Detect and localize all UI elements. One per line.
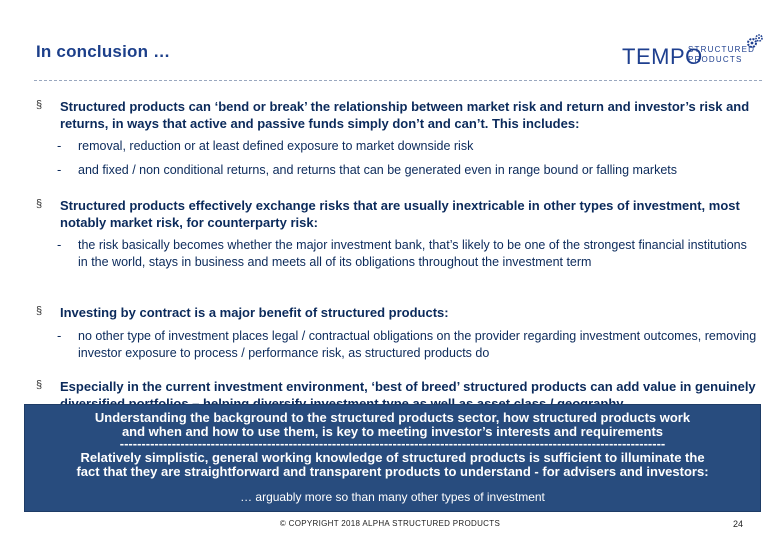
logo-subtitle-line-2: PRODUCTS bbox=[688, 55, 743, 64]
bullet-icon: § bbox=[36, 198, 43, 210]
banner-tail: … arguably more so than many other types of investment bbox=[240, 490, 545, 504]
header-divider bbox=[34, 80, 762, 81]
banner-line-1: Understanding the background to the structured products sector, how structured products work bbox=[94, 410, 691, 425]
dash-icon: - bbox=[57, 162, 62, 177]
banner-divider: ------------------------------------------------------------------------------------------------------------------------------ bbox=[119, 436, 666, 451]
point-4: Especially in the current investment environment, ‘best of breed’ structured products can add value in genuinely bbox=[60, 379, 756, 394]
point-1-sub-1: removal, reduction or at least defined exposure to market downside risk bbox=[78, 139, 474, 153]
point-2-sub-1: the risk basically becomes whether the major investment bank, that’s likely to be one of the strongest financial institutions in the world, stays in business and meets all of its obligations throughout the investment term bbox=[78, 238, 747, 269]
logo-subtitle-line-1: STRUCTURED bbox=[688, 45, 756, 54]
bullet-icon: § bbox=[36, 305, 43, 317]
dash-icon: - bbox=[57, 328, 62, 343]
point-3: Investing by contract is a major benefit of structured products: bbox=[60, 305, 449, 320]
page-title: In conclusion … bbox=[36, 42, 171, 61]
dash-icon: - bbox=[57, 138, 62, 153]
conclusion-banner bbox=[24, 404, 761, 512]
bullet-icon: § bbox=[36, 99, 43, 111]
gears-icon bbox=[745, 32, 765, 52]
bullet-icon: § bbox=[36, 379, 43, 391]
banner-line-3: Relatively simplistic, general working knowledge of structured products is sufficient to illuminate the bbox=[80, 450, 705, 465]
tempo-logo bbox=[622, 36, 764, 70]
logo-wordmark: TEMPO bbox=[622, 44, 703, 69]
point-1: Structured products can ‘bend or break’ the relationship between market risk and return and investor’s risk and returns, in ways that active and passive funds simply don’t and can’t. This includes: bbox=[60, 99, 750, 131]
dash-icon: - bbox=[57, 237, 62, 252]
page-number: 24 bbox=[733, 519, 744, 529]
banner-line-2: and when and how to use them, is key to meeting investor’s interests and requirements bbox=[121, 424, 664, 439]
copyright-footer: © COPYRIGHT 2018 ALPHA STRUCTURED PRODUCTS bbox=[279, 519, 501, 528]
point-3-sub-1: no other type of investment places legal / contractual obligations on the provider regarding investment outcomes, removing investor exposure to process / performance risk, as structured products do bbox=[78, 329, 757, 360]
point-1-sub-2: and fixed / non conditional returns, and returns that can be generated even in range bound or falling markets bbox=[78, 163, 677, 177]
banner-line-4: fact that they are straightforward and transparent products to understand - for advisers and investors: bbox=[76, 464, 709, 479]
point-2: Structured products effectively exchange risks that are usually inextricable in other types of investment, most notably market risk, for counterparty risk: bbox=[60, 198, 740, 230]
